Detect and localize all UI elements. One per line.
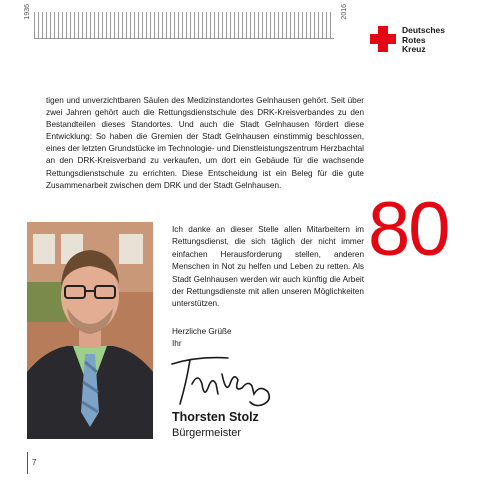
year-end-label: 2016 <box>341 4 348 20</box>
logo-line-1: Deutsches <box>402 25 445 35</box>
red-cross-icon <box>370 26 396 52</box>
page-marker-line <box>27 452 28 474</box>
year-start-label: 1936 <box>24 4 31 20</box>
closing-paragraph: Ich danke an dieser Stelle allen Mitarbeitern im Rettungsdienst, die sich täglich der nicht immer einfachen Herausforderung stellen, anderen Menschen in Not zu helfen und Leben zu retten. Als Stadt Gelnhausen werden wir auch künftig die Arbeit der Rettungsdienste mit allen unseren Möglichkeiten unterstützen. <box>172 225 364 309</box>
drk-logo <box>370 26 445 55</box>
timeline-ruler <box>34 12 334 39</box>
body-paragraph: tigen und unverzichtbaren Säulen des Medizinstandortes Gelnhausen gehört. Seit über zwei Jahren gehört auch die Rettungsdienstschule des DRK-Kreisverbandes zu den Bestandteilen dieses Standortes. Und auch die Stadt Gelnhausen fördert diese Entwicklung: So haben die Gremien der Stadt Gelnhausen einstimmig beschlossen, eines der letzten Grundstücke im Technologie- und Dienstleistungszentrum Herzbachtal an den DRK-Kreisverband zu verkaufen, um dort ein Gebäude für die wachsende Rettungsdienstschule zu errichten. Diese Entscheidung ist ein Beleg für die gute Zusammenarbeit zwischen dem DRK und der Stadt Gelnhausen. <box>46 96 364 190</box>
handwritten-signature <box>168 354 278 410</box>
signer-name: Thorsten Stolz <box>172 410 259 424</box>
logo-line-2: Rotes <box>402 34 426 45</box>
logo-line-3: Kreuz <box>402 44 426 54</box>
portrait-photo <box>27 222 153 439</box>
greeting-line-2: Ihr <box>172 339 182 349</box>
signer-role: Bürgermeister <box>172 427 242 439</box>
page-number: 7 <box>32 458 37 467</box>
greeting <box>172 326 232 351</box>
anniversary-number: 80 <box>368 187 449 272</box>
logo-wordmark <box>402 26 445 55</box>
greeting-line-1: Herzliche Grüße <box>172 327 232 336</box>
portrait-illustration <box>27 222 153 439</box>
